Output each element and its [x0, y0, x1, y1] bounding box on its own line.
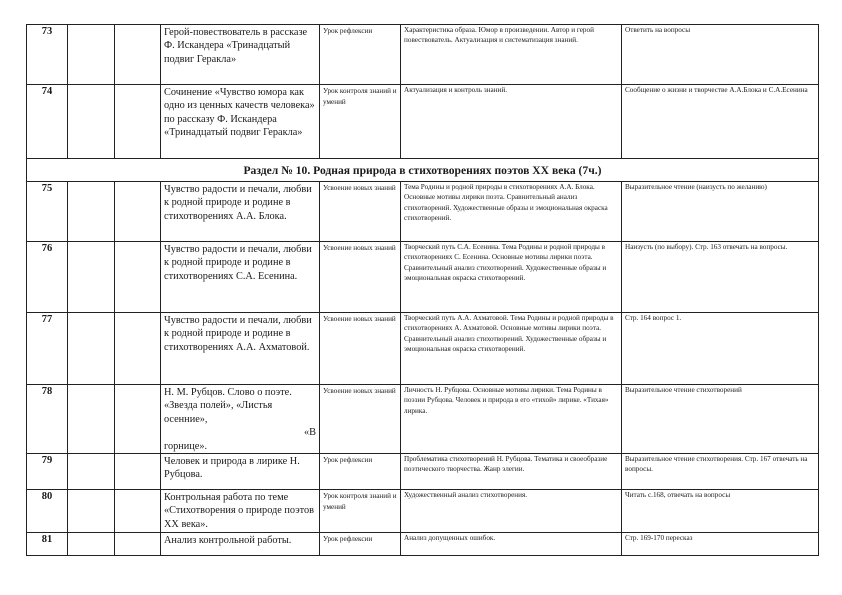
- plan-date-cell: [68, 182, 115, 242]
- table-row: [27, 454, 819, 490]
- table-row: [27, 182, 819, 242]
- plan-date-cell: [68, 385, 115, 454]
- table-row: [27, 533, 819, 556]
- lesson-content: Творческий путь С.А. Есенина. Тема Родины и родной природы в стихотворениях С. Есенина. Основные мотивы лирики поэта. Сравнительный анализ стихотворений. Художественные образы и эмоциональная окраска стихотворений.: [401, 242, 622, 313]
- lesson-content: Проблематика стихотворений Н. Рубцова. Тематика и своеобразие поэтического творчества. Жанр элегии.: [401, 454, 622, 490]
- section-header-row: [27, 159, 819, 182]
- lesson-topic: Человек и природа в лирике Н. Рубцова.: [161, 454, 320, 490]
- lesson-topic: Герой-повествователь в рассказе Ф. Искандера «Тринадцатый подвиг Геракла»: [161, 25, 320, 85]
- lesson-content: Художественный анализ стихотворения.: [401, 490, 622, 533]
- homework: Стр. 164 вопрос 1.: [622, 313, 819, 385]
- homework: Стр. 169-170 пересказ: [622, 533, 819, 556]
- table-row: [27, 490, 819, 533]
- lesson-type: Урок контроля знаний и умений: [320, 85, 401, 159]
- lesson-topic: Чувство радости и печали, любви к родной природе и родине в стихотворениях А.А. Ахматовой.: [161, 313, 320, 385]
- lesson-type: Урок рефлексии: [320, 454, 401, 490]
- lesson-topic: Чувство радости и печали, любви к родной природе и родине в стихотворениях С.А. Есенина.: [161, 242, 320, 313]
- table-row: [27, 385, 819, 454]
- homework: Выразительное чтение стихотворений: [622, 385, 819, 454]
- lesson-content: Характеристика образа. Юмор в произведении. Автор и герой повествователь. Актуализация и систематизация знаний.: [401, 25, 622, 85]
- lesson-topic: [161, 385, 320, 454]
- lesson-content: Творческий путь А.А. Ахматовой. Тема Родины и родной природы в стихотворениях А. Ахматовой. Основные мотивы лирики поэта. Сравнительный анализ стихотворений. Художественные образы и эмоциональная окраска стихотворений.: [401, 313, 622, 385]
- lesson-content: Анализ допущенных ошибок.: [401, 533, 622, 556]
- lesson-type: Урок рефлексии: [320, 25, 401, 85]
- topic-line: «Звезда полей», «Листья осенние»,: [164, 400, 273, 425]
- fact-date-cell: [115, 385, 161, 454]
- homework: Читать с.168, отвечать на вопросы: [622, 490, 819, 533]
- plan-date-cell: [68, 25, 115, 85]
- fact-date-cell: [115, 85, 161, 159]
- lesson-topic: Сочинение «Чувство юмора как одно из ценных качеств человека» по рассказу Ф. Искандера «Тринадцатый подвиг Геракла»: [161, 85, 320, 159]
- lesson-number: 78: [27, 385, 68, 454]
- fact-date-cell: [115, 182, 161, 242]
- lesson-number: 80: [27, 490, 68, 533]
- table-row: [27, 313, 819, 385]
- topic-line-justified: [164, 426, 316, 439]
- fact-date-cell: [115, 313, 161, 385]
- plan-date-cell: [68, 313, 115, 385]
- lesson-number: 75: [27, 182, 68, 242]
- topic-line: Н. М. Рубцов. Слово о поэте.: [164, 387, 292, 398]
- lesson-number: 77: [27, 313, 68, 385]
- fact-date-cell: [115, 454, 161, 490]
- lesson-type: Урок контроля знаний и умений: [320, 490, 401, 533]
- lesson-number: 73: [27, 25, 68, 85]
- lesson-plan-table: [26, 24, 818, 556]
- lesson-topic: Анализ контрольной работы.: [161, 533, 320, 556]
- fact-date-cell: [115, 533, 161, 556]
- lesson-type: Усвоение новых знаний: [320, 313, 401, 385]
- table-row: [27, 242, 819, 313]
- table-row: [27, 85, 819, 159]
- lesson-type: Усвоение новых знаний: [320, 242, 401, 313]
- lesson-content: Актуализация и контроль знаний.: [401, 85, 622, 159]
- fact-date-cell: [115, 490, 161, 533]
- homework: Наизусть (по выбору). Стр. 163 отвечать на вопросы.: [622, 242, 819, 313]
- lesson-topic: Контрольная работа по теме «Стихотворения о природе поэтов XX века».: [161, 490, 320, 533]
- plan-date-cell: [68, 533, 115, 556]
- plan-date-cell: [68, 242, 115, 313]
- plan-date-cell: [68, 490, 115, 533]
- fact-date-cell: [115, 25, 161, 85]
- topic-line: горнице».: [164, 440, 208, 452]
- lesson-type: Урок рефлексии: [320, 533, 401, 556]
- lesson-number: 76: [27, 242, 68, 313]
- homework: Сообщение о жизни и творчестве А.А.Блока и С.А.Есенина: [622, 85, 819, 159]
- lesson-content: Тема Родины и родной природы в стихотворениях А.А. Блока. Основные мотивы лирики поэта. Сравнительный анализ стихотворений. Художественные образы и эмоциональная окраска стихотворений.: [401, 182, 622, 242]
- plan-date-cell: [68, 85, 115, 159]
- homework: Выразительное чтение (наизусть по желанию): [622, 182, 819, 242]
- plan-date-cell: [68, 454, 115, 490]
- lesson-content: Личность Н. Рубцова. Основные мотивы лирики. Тема Родины в поэзии Рубцова. Человек и природа в его «тихой» лирике. «Тихая» лирика.: [401, 385, 622, 454]
- lesson-type: Усвоение новых знаний: [320, 182, 401, 242]
- lesson-topic: Чувство радости и печали, любви к родной природе и родине в стихотворениях А.А. Блока.: [161, 182, 320, 242]
- topic-line: «В: [303, 427, 316, 439]
- lesson-number: 79: [27, 454, 68, 490]
- lesson-number: 81: [27, 533, 68, 556]
- lesson-type: Усвоение новых знаний: [320, 385, 401, 454]
- homework: Выразительное чтение стихотворения. Стр. 167 отвечать на вопросы.: [622, 454, 819, 490]
- fact-date-cell: [115, 242, 161, 313]
- table-row: [27, 25, 819, 85]
- lesson-number: 74: [27, 85, 68, 159]
- section-title: Раздел № 10. Родная природа в стихотворениях поэтов XX века (7ч.): [27, 159, 819, 182]
- homework: Ответить на вопросы: [622, 25, 819, 85]
